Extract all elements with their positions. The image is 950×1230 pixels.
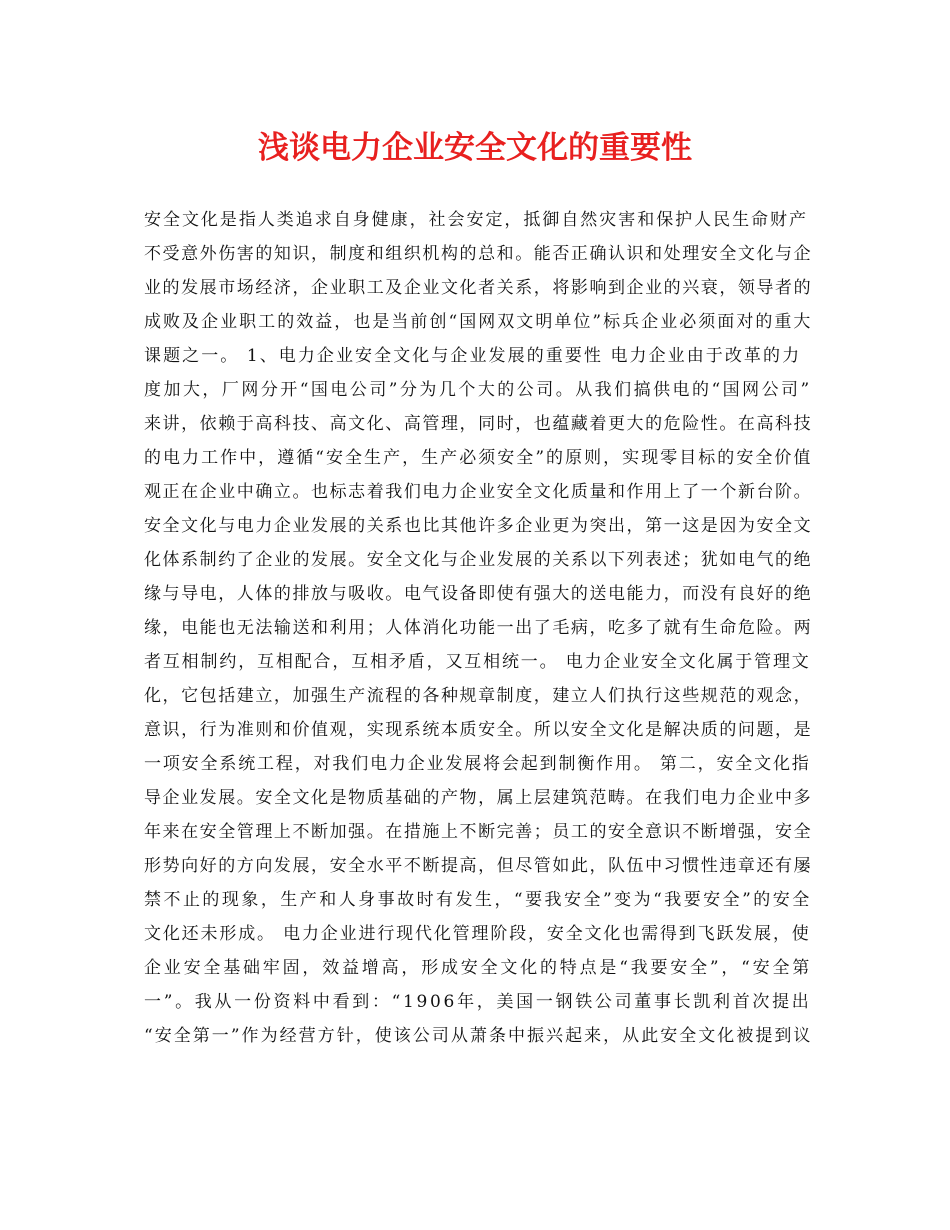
document-body <box>144 203 812 1053</box>
body-line: 意识，行为准则和价值观，实现系统本质安全。所以安全文化是解决质的问题，是 <box>144 720 813 740</box>
body-line: 度加大，厂网分开“国电公司”分为几个大的公司。从我们搞供电的“国网公司” <box>144 380 812 400</box>
body-line: 缘与导电，人体的排放与吸收。电气设备即使有强大的送电能力，而没有良好的绝 <box>144 584 813 604</box>
body-line: 化，它包括建立，加强生产流程的各种规章制度，建立人们执行这些规范的观念， <box>144 686 813 706</box>
body-line: 形势向好的方向发展，安全水平不断提高，但尽管如此，队伍中习惯性违章还有屡 <box>144 856 813 876</box>
body-line: 年来在安全管理上不断加强。在措施上不断完善；员工的安全意识不断增强，安全 <box>144 822 813 842</box>
body-line: 观正在企业中确立。也标志着我们电力企业安全文化质量和作用上了一个新台阶。 <box>144 482 813 502</box>
body-line: 一”。我从一份资料中看到：“1906年，美国一钢铁公司董事长凯利首次提出 <box>144 992 812 1012</box>
body-line: 化体系制约了企业的发展。安全文化与企业发展的关系以下列表述；犹如电气的绝 <box>144 550 813 570</box>
body-line: 禁不止的现象，生产和人身事故时有发生，“要我安全”变为“我要安全”的安全 <box>144 890 812 910</box>
body-line: 来讲，依赖于高科技、高文化、高管理，同时，也蕴藏着更大的危险性。在高科技 <box>144 414 813 434</box>
body-line: 文化还未形成。 电力企业进行现代化管理阶段，安全文化也需得到飞跃发展，使 <box>144 924 811 944</box>
body-line: 业的发展市场经济，企业职工及企业文化者关系，将影响到企业的兴衰，领导者的 <box>144 278 813 298</box>
page-title: 浅谈电力企业安全文化的重要性 <box>258 130 692 166</box>
body-line: “安全第一”作为经营方针，使该公司从萧条中振兴起来，从此安全文化被提到议 <box>144 1026 813 1046</box>
body-line: 的电力工作中，遵循“安全生产，生产必须安全”的原则，实现零目标的安全价值 <box>144 448 813 468</box>
body-line: 者互相制约，互相配合，互相矛盾，又互相统一。 电力企业安全文化属于管理文 <box>144 652 811 672</box>
body-line: 成败及企业职工的效益，也是当前创“国网双文明单位”标兵企业必须面对的重大 <box>144 312 813 332</box>
body-line: 导企业发展。安全文化是物质基础的产物，属上层建筑范畴。在我们电力企业中多 <box>144 788 813 808</box>
body-line: 企业安全基础牢固，效益增高，形成安全文化的特点是“我要安全”，“安全第 <box>144 958 813 978</box>
body-line: 安全文化与电力企业发展的关系也比其他许多企业更为突出，第一这是因为安全文 <box>144 516 813 536</box>
body-line: 不受意外伤害的知识，制度和组织机构的总和。能否正确认识和处理安全文化与企 <box>144 244 813 264</box>
body-line: 安全文化是指人类追求自身健康，社会安定，抵御自然灾害和保护人民生命财产 <box>144 210 808 230</box>
body-line: 课题之一。 1、电力企业安全文化与企业发展的重要性 电力企业由于改革的力 <box>144 346 802 366</box>
body-line: 缘，电能也无法输送和利用；人体消化功能一出了毛病，吃多了就有生命危险。两 <box>144 618 813 638</box>
body-line: 一项安全系统工程，对我们电力企业发展将会起到制衡作用。 第二，安全文化指 <box>144 754 811 774</box>
